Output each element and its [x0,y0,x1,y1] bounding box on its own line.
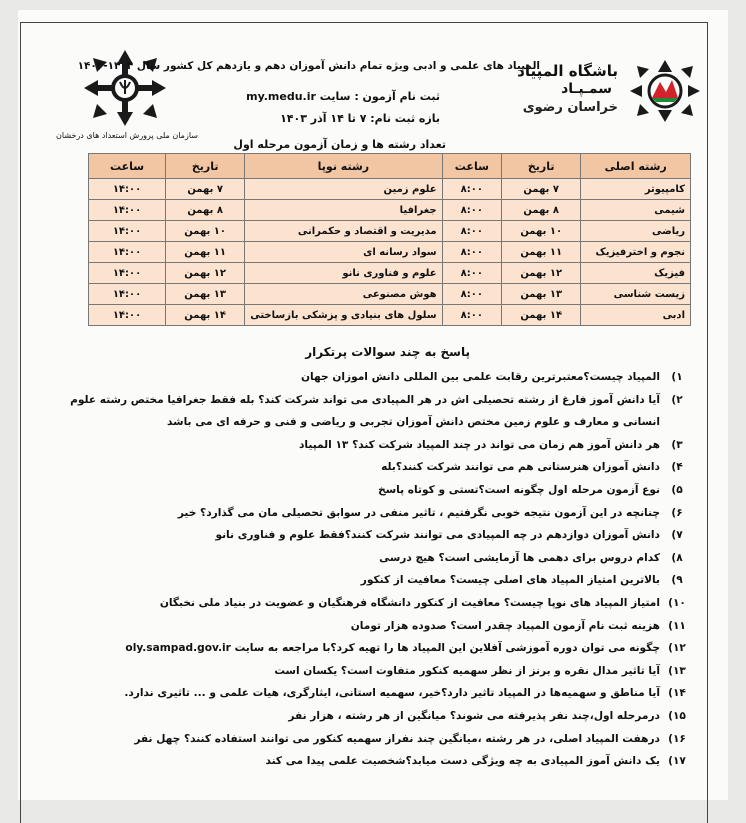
faq-item-text: هزینه ثبت نام آزمون المپیاد چقدر است؟ صدوده هزار تومان [350,619,660,632]
faq-item [66,728,690,751]
cell-time-main: ۸:۰۰ [442,263,502,284]
sampad-logo-icon [628,58,702,124]
cell-subject-main: فیزیک [581,263,691,284]
faq-item-text: آیا دانش آموز فارغ از رشته تحصیلی اش در هر المپیادی می تواند شرکت کند؟ بله فقط جغرافیا مختص رشته علوم انسانی و معارف و علوم زمین مختص دانش آموزان تجربی و ریاضی و فنی و حرفه ای می باشد [70,393,660,429]
faq-item-text: یک دانش آموز المپیادی به چه ویژگی دست میابد؟شخصیت علمی پیدا می کند [265,755,660,768]
cell-time-main: ۸:۰۰ [442,305,502,326]
cell-date-main: ۱۳ بهمن [502,284,581,305]
cell-time-new: ۱۴:۰۰ [89,221,166,242]
faq-item-number: ۱۷) [668,755,686,768]
faq-item-number: ۵) [671,483,683,496]
cell-date-main: ۸ بهمن [502,200,581,221]
faq-list [66,366,690,773]
brand-line-1: باشگاه المپیاد [517,62,618,80]
cell-subject-main: ریاضی [581,221,691,242]
faq-item-text: بالاترین امتیاز المپیاد های اصلی چیست؟ معافیت از کنکور [360,574,660,587]
cell-time-main: ۸:۰۰ [442,179,502,200]
cell-date-main: ۷ بهمن [502,179,581,200]
faq-item-number: ۱۳) [668,664,686,677]
cell-time-new: ۱۴:۰۰ [89,284,166,305]
faq-item [66,456,690,479]
faq-item [66,547,690,570]
cell-time-main: ۸:۰۰ [442,242,502,263]
faq-item-text: آیا تاثیر مدال نقره و برنز از نظر سهمیه کنکور متفاوت است؟ یکسان است [274,664,660,677]
cell-date-new: ۸ بهمن [166,200,245,221]
table-row [89,200,691,221]
cell-date-new: ۷ بهمن [166,179,245,200]
column-header-new-time: ساعت [89,154,166,179]
registration-dates: بازه ثبت نام: ۷ تا ۱۴ آذر ۱۴۰۳ [280,112,440,125]
faq-item-number: ۱) [671,371,683,383]
faq-item-text: امتیاز المپیاد های نوپا چیست؟ معافیت از کنکور دانشگاه فرهنگیان و عضویت در بنیاد ملی نخبگان [159,596,660,609]
faq-item [66,389,690,434]
cell-time-new: ۱۴:۰۰ [89,263,166,284]
faq-item [66,592,690,615]
cell-date-new: ۱۲ بهمن [166,263,245,284]
registration-site-url: my.medu.ir [246,90,316,103]
cell-time-main: ۸:۰۰ [442,221,502,242]
faq-item-number: ۷) [671,529,683,542]
registration-site-label: ثبت نام آزمون : سایت [319,90,440,103]
faq-item-number: ۱۶) [668,732,686,745]
faq-item-text: چنانچه در این آزمون نتیجه خوبی نگرفتیم ، تاثیر منفی در سوابق تحصیلی مان می گذارد؟ خیر [177,506,660,519]
cell-time-new: ۱۴:۰۰ [89,242,166,263]
cell-subject-new: مدیریت و اقتصاد و حکمرانی [245,221,442,242]
faq-item-text: المپیاد چیست؟معتبرترین رقابت علمی بین المللی دانش اموزان جهان [300,371,660,383]
column-header-main-time: ساعت [442,154,502,179]
cell-time-main: ۸:۰۰ [442,284,502,305]
faq-item [66,615,690,638]
faq-item-number: ۳) [671,438,683,451]
table-row [89,263,691,284]
registration-site-line [246,90,440,103]
faq-item-text: هر دانش آموز هم زمان می تواند در چند المپیاد شرکت کند؟ ۱۳ المپیاد [298,438,660,451]
cell-subject-main: کامپیوتر [581,179,691,200]
faq-item-number: ۴) [671,461,683,474]
schedule-subheading: تعداد رشته ها و زمان آزمون مرحله اول [233,138,446,151]
cell-date-new: ۱۴ بهمن [166,305,245,326]
faq-item [66,660,690,683]
cell-date-main: ۱۲ بهمن [502,263,581,284]
cell-subject-main: نجوم و اخترفیزیک [581,242,691,263]
faq-item [66,637,690,660]
cell-date-main: ۱۱ بهمن [502,242,581,263]
faq-item-number: ۱۲) [668,642,686,655]
faq-item-number: ۸) [671,551,683,564]
faq-item [66,569,690,592]
faq-heading: پاسخ به چند سوالات پرتکرار [305,345,470,359]
cell-time-new: ۱۴:۰۰ [89,200,166,221]
cell-date-new: ۱۰ بهمن [166,221,245,242]
faq-item [66,705,690,728]
table-row [89,284,691,305]
document-title: المپیاد های علمی و ادبی ویژه تمام دانش آموزان دهم و یازدهم کل کشور سال ۱۴۰۴-۱۴۰۳ [77,60,540,72]
table-row [89,179,691,200]
faq-item-text: آیا مناطق و سهمیه‌ها در المپیاد تاثیر دارد؟خیر، سهمیه استانی، ایثارگری، هیات علمی و ... تاثیری ندارد. [124,687,660,700]
cell-subject-new: علوم و فناوری نانو [245,263,442,284]
faq-item-text: نوع آزمون مرحله اول چگونه است؟تستی و کوتاه پاسخ [378,483,660,496]
brand-line-2: سمـپـاد [561,81,612,97]
organization-caption: سازمان ملی پرورش استعداد های درخشان [56,131,198,140]
faq-item-text: درهفت المپیاد اصلی، در هر رشته ،میانگین چند نفراز سهمیه کنکور می توانند استفاده کنند؟ چهل نفر [134,732,660,745]
faq-item-number: ۱۵) [668,709,686,722]
cell-date-main: ۱۰ بهمن [502,221,581,242]
faq-item-text: دانش آموزان هنرستانی هم می توانند شرکت کنند؟بله [381,461,660,474]
faq-item-number: ۱۰) [668,596,686,609]
cell-subject-new: سلول های بنیادی و پزشکی بازساختی [245,305,442,326]
faq-item-text: دانش آموزان دوازدهم در چه المپیادی می توانند شرکت کنند؟فقط علوم و فناوری نانو [215,529,660,542]
cell-subject-main: شیمی [581,200,691,221]
exam-schedule-table [88,153,691,326]
faq-item-number: ۶) [671,506,683,519]
column-header-main-date: تاریخ [502,154,581,179]
faq-item [66,434,690,457]
cell-time-new: ۱۴:۰۰ [89,305,166,326]
column-header-main: رشته اصلی [581,154,691,179]
faq-item-number: ۹) [671,574,683,587]
column-header-new-date: تاریخ [166,154,245,179]
faq-item-text: چگونه می توان دوره آموزشی آفلاین این المپیاد ها را تهیه کرد؟با مراجعه به سایت oly.sampad.gov.ir [125,642,660,655]
cell-subject-new: هوش مصنوعی [245,284,442,305]
faq-item [66,502,690,525]
cell-subject-new: علوم زمین [245,179,442,200]
faq-item [66,479,690,502]
faq-item-number: ۱۴) [668,687,686,700]
table-row [89,242,691,263]
cell-subject-new: جغرافیا [245,200,442,221]
table-row [89,305,691,326]
cell-date-main: ۱۴ بهمن [502,305,581,326]
table-header-row [89,154,691,179]
faq-item-text: کدام دروس برای دهمی ها آزمایشی است؟ هیچ درسی [379,551,660,564]
faq-item [66,366,690,389]
cell-subject-main: زیست شناسی [581,284,691,305]
faq-item-text: درمرحله اول،چند نفر پذیرفته می شوند؟ میانگین از هر رشته ، هزار نفر [288,709,660,722]
faq-item [66,750,690,773]
cell-date-new: ۱۳ بهمن [166,284,245,305]
faq-item [66,682,690,705]
faq-item-number: ۲) [671,393,683,406]
cell-subject-main: ادبی [581,305,691,326]
cell-subject-new: سواد رسانه ای [245,242,442,263]
faq-item-number: ۱۱) [668,619,686,632]
cell-date-new: ۱۱ بهمن [166,242,245,263]
cell-time-main: ۸:۰۰ [442,200,502,221]
table-row [89,221,691,242]
cell-time-new: ۱۴:۰۰ [89,179,166,200]
faq-item [66,524,690,547]
column-header-new: رشته نوپا [245,154,442,179]
brand-line-3: خراسان رضوی [522,100,618,115]
